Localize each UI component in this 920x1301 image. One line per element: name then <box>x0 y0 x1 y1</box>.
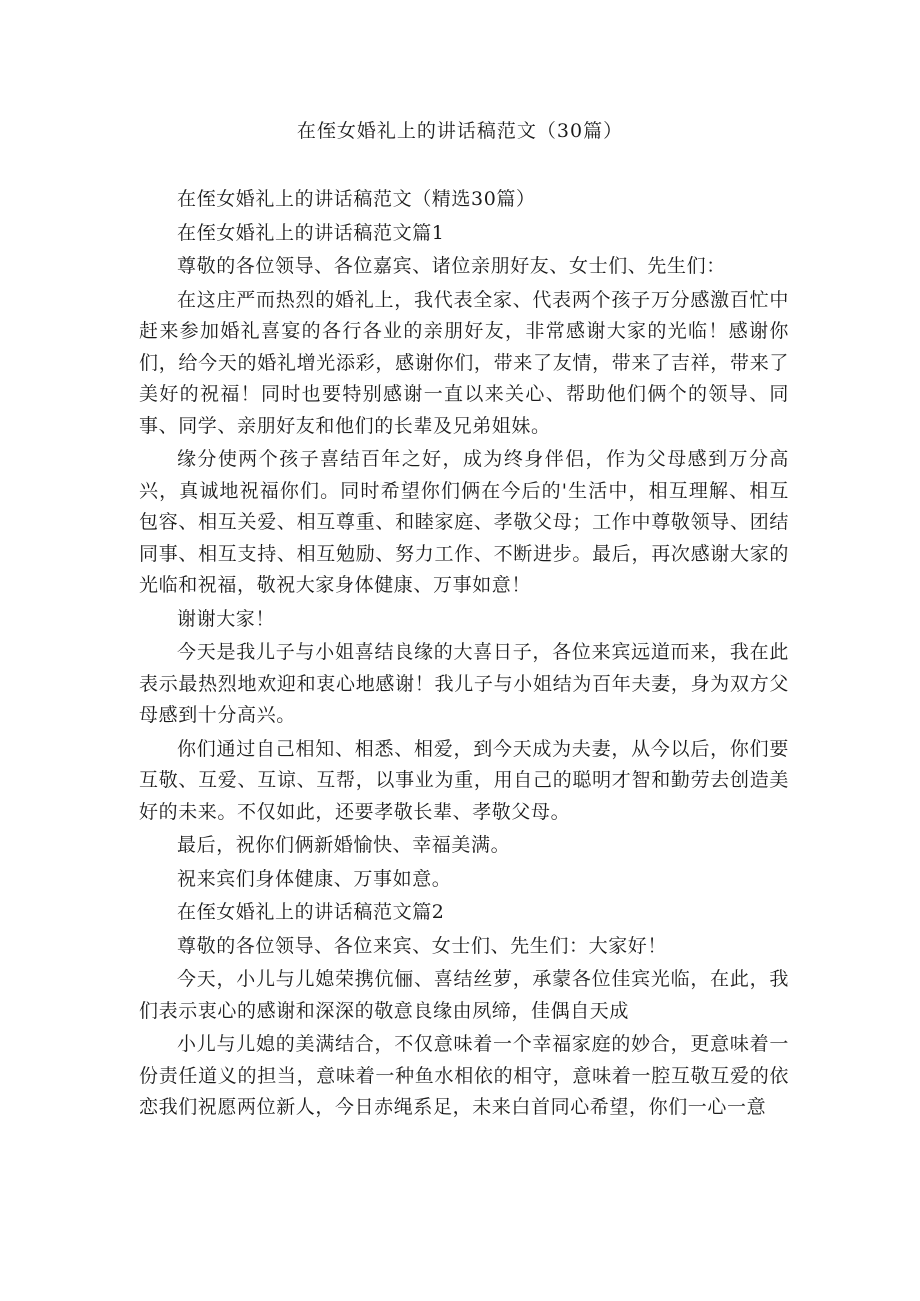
body-paragraph: 在这庄严而热烈的婚礼上，我代表全家、代表两个孩子万分感激百忙中赶来参加婚礼喜宴的各行各业的亲朋好友，非常感谢大家的光临！感谢你们，给今天的婚礼增光添彩，感谢你们，带来了友情，带来了吉祥，带来了美好的祝福！同时也要特别感谢一直以来关心、帮助他们俩个的领导、同事、同学、亲朋好友和他们的长辈及兄弟姐妹。 <box>139 288 789 437</box>
subtitle: 在侄女婚礼上的讲话稿范文（精选30篇） <box>177 188 536 210</box>
body-paragraph: 最后，祝你们俩新婚愉快、幸福美满。 <box>177 834 511 856</box>
section-heading-1: 在侄女婚礼上的讲话稿范文篇1 <box>177 221 445 244</box>
salutation: 尊敬的各位领导、各位嘉宾、诸位亲朋好友、女士们、先生们： <box>177 255 726 277</box>
section-heading-2: 在侄女婚礼上的讲话稿范文篇2 <box>177 901 445 923</box>
body-paragraph: 你们通过自己相知、相悉、相爱，到今天成为夫妻，从今以后，你们要互敬、互爱、互谅、互帮，以事业为重，用自己的聪明才智和勤劳去创造美好的未来。不仅如此，还要孝敬长辈、孝敬父母。 <box>139 737 789 823</box>
document-body <box>139 184 789 1126</box>
body-paragraph: 谢谢大家！ <box>177 607 276 630</box>
salutation: 尊敬的各位领导、各位来宾、女士们、先生们：大家好！ <box>177 934 668 957</box>
body-paragraph: 缘分使两个孩子喜结百年之好，成为终身伴侣，作为父母感到万分高兴，真诚地祝福你们。同时希望你们俩在今后的'生活中，相互理解、相互包容、相互关爱、相互尊重、和睦家庭、孝敬父母；工作中尊敬领导、团结同事、相互支持、相互勉励、努力工作、不断进步。最后，再次感谢大家的光临和祝福，敬祝大家身体健康、万事如意！ <box>139 448 789 596</box>
body-paragraph: 小儿与儿媳的美满结合，不仅意味着一个幸福家庭的妙合，更意味着一份责任道义的担当，意味着一种鱼水相依的相守，意味着一腔互敬互爱的依恋我们祝愿两位新人，今日赤绳系足，未来白首同心希望，你们一心一意 <box>139 1033 789 1118</box>
body-paragraph: 今天是我儿子与小姐喜结良缘的大喜日子，各位来宾远道而来，我在此表示最热烈地欢迎和衷心地感谢！我儿子与小姐结为百年夫妻，身为双方父母感到十分高兴。 <box>139 641 789 726</box>
body-paragraph: 今天，小儿与儿媳荣携伉俪、喜结丝萝，承蒙各位佳宾光临，在此，我们表示衷心的感谢和深深的敬意良缘由夙缔，佳偶自天成 <box>139 968 789 1022</box>
body-paragraph: 祝来宾们身体健康、万事如意。 <box>177 867 452 890</box>
document-title: 在侄女婚礼上的讲话稿范文（30篇） <box>296 120 624 142</box>
